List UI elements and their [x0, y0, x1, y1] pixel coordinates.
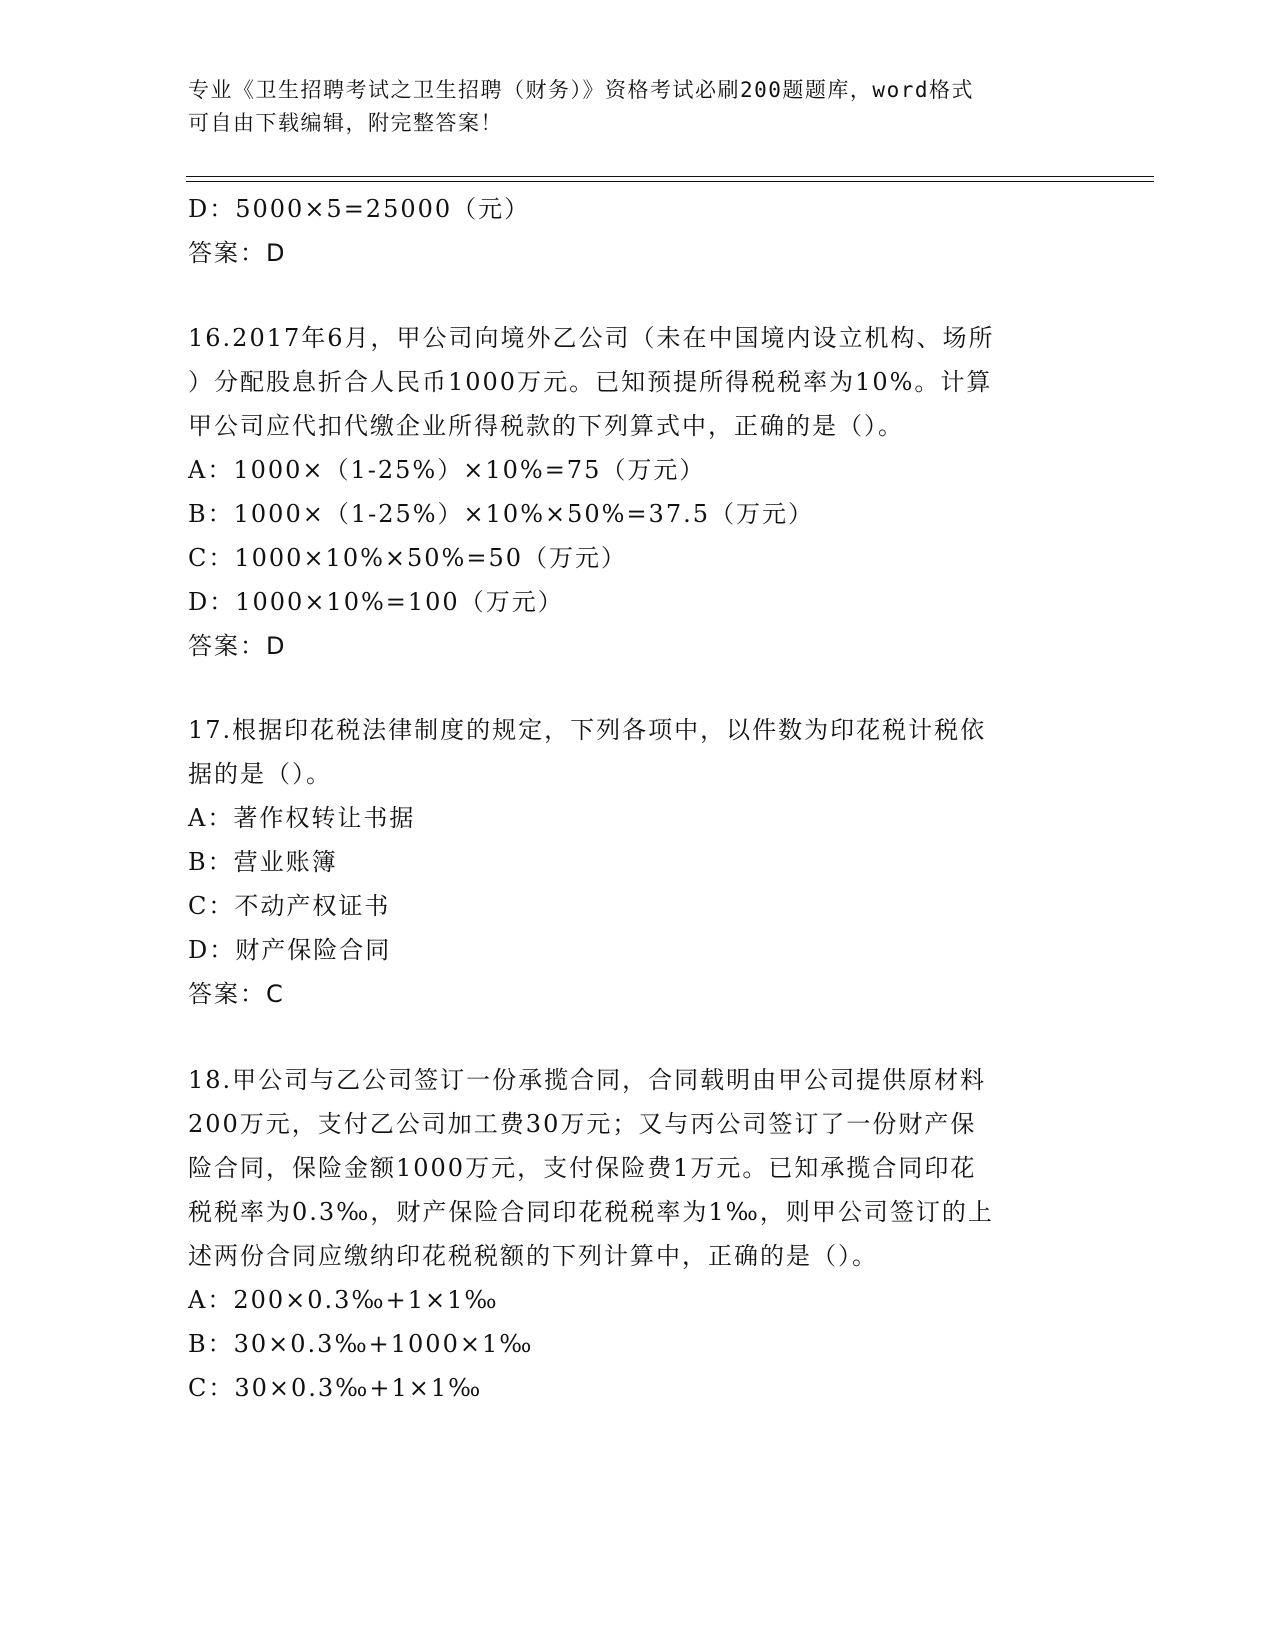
q16-option-a: A：1000×（1-25%）×10%=75（万元）	[188, 456, 706, 484]
q18-stem-line-4: 税税率为0.3‰，财产保险合同印花税税率为1‰，则甲公司签订的上	[188, 1198, 994, 1226]
q17-option-a: A：著作权转让书据	[188, 804, 416, 832]
q18-stem-line-5: 述两份合同应缴纳印花税税额的下列计算中，正确的是（）。	[188, 1242, 878, 1270]
q17-option-b: B：营业账簿	[188, 848, 338, 876]
q18-stem-line-2: 200万元，支付乙公司加工费30万元；又与丙公司签订了一份财产保	[188, 1110, 977, 1138]
document-header	[188, 74, 1068, 140]
q16-stem-line-3: 甲公司应代扣代缴企业所得税款的下列算式中，正确的是（）。	[188, 412, 904, 440]
q18-option-a: A：200×0.3‰+1×1‰	[188, 1286, 499, 1314]
q18-stem-line-1: 18.甲公司与乙公司签订一份承揽合同，合同载明由甲公司提供原材料	[188, 1066, 987, 1094]
q16-option-d: D：1000×10%=100（万元）	[188, 588, 564, 616]
q16-option-b: B：1000×（1-25%）×10%×50%=37.5（万元）	[188, 500, 814, 528]
header-divider	[186, 176, 1154, 182]
header-line-2: 可自由下载编辑，附完整答案！	[188, 111, 503, 135]
q18-option-c: C：30×0.3‰+1×1‰	[188, 1374, 483, 1402]
header-line-1: 专业《卫生招聘考试之卫生招聘（财务）》资格考试必刷200题题库，word格式	[188, 78, 974, 102]
q16-stem-line-2: ）分配股息折合人民币1000万元。已知预提所得税税率为10%。计算	[188, 368, 993, 396]
q17-option-d: D：财产保险合同	[188, 936, 392, 964]
q17-stem-line-1: 17.根据印花税法律制度的规定，下列各项中，以件数为印花税计税依	[188, 716, 987, 744]
q17-option-c: C：不动产权证书	[188, 892, 391, 920]
q16-option-c: C：1000×10%×50%=50（万元）	[188, 544, 627, 572]
q17-stem-line-2: 据的是（）。	[188, 760, 332, 788]
q18-stem-line-3: 险合同，保险金额1000万元，支付保险费1万元。已知承揽合同印花	[188, 1154, 977, 1182]
q15-answer: 答案：D	[188, 239, 287, 267]
q17-answer: 答案：C	[188, 980, 285, 1008]
q18-option-b: B：30×0.3‰+1000×1‰	[188, 1330, 534, 1358]
q15-option-d: D：5000×5=25000（元）	[188, 195, 531, 223]
q16-stem-line-1: 16.2017年6月，甲公司向境外乙公司（未在中国境内设立机构、场所	[188, 324, 995, 352]
q16-answer: 答案：D	[188, 632, 287, 660]
